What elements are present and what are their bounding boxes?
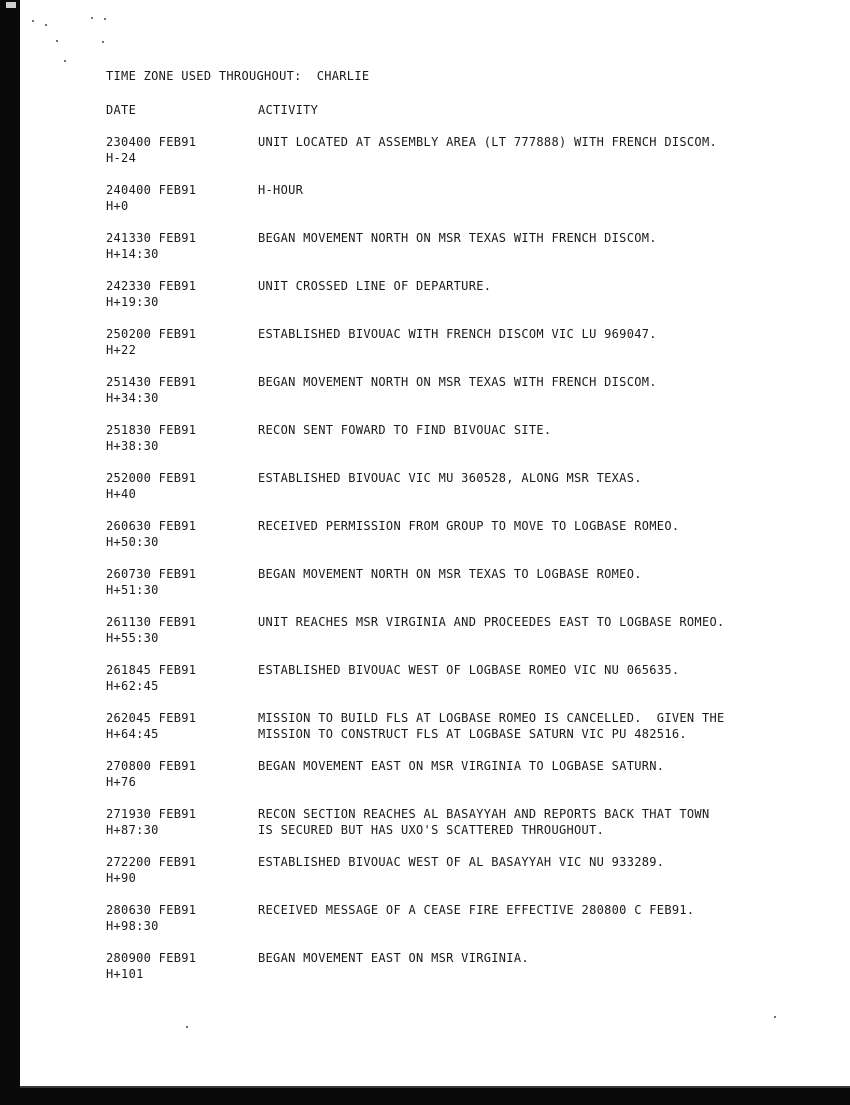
entry-activity-line: ESTABLISHED BIVOUAC WITH FRENCH DISCOM VIC LU 969047. (258, 327, 657, 341)
entry-activity-line: UNIT REACHES MSR VIRGINIA AND PROCEEDES EAST TO LOGBASE ROMEO. (258, 615, 725, 629)
scan-corner-mark (6, 2, 16, 8)
entry-activity-cell (258, 230, 806, 262)
entry-datetime: 261130 FEB91 (106, 615, 197, 629)
entry-h-hour-offset: H+76 (106, 775, 137, 789)
entry-activity-line: RECON SECTION REACHES AL BASAYYAH AND REPORTS BACK THAT TOWN (258, 807, 710, 821)
activity-log-document (106, 68, 806, 998)
column-header-row (106, 102, 806, 118)
entry-activity-line: MISSION TO BUILD FLS AT LOGBASE ROMEO IS CANCELLED. GIVEN THE (258, 711, 725, 725)
log-entry (106, 422, 806, 454)
entry-activity-cell (258, 566, 806, 598)
entry-date-cell (106, 182, 258, 214)
log-entry (106, 950, 806, 982)
entry-activity-line: UNIT CROSSED LINE OF DEPARTURE. (258, 279, 492, 293)
entry-activity-cell (258, 374, 806, 406)
entry-activity-line: MISSION TO CONSTRUCT FLS AT LOGBASE SATURN VIC PU 482516. (258, 727, 687, 741)
scan-speck (64, 60, 66, 62)
entry-datetime: 270800 FEB91 (106, 759, 197, 773)
entry-date-cell (106, 806, 258, 838)
log-entry (106, 134, 806, 166)
entry-activity-line: BEGAN MOVEMENT EAST ON MSR VIRGINIA TO LOGBASE SATURN. (258, 759, 665, 773)
log-entry (106, 758, 806, 790)
scan-speck (32, 20, 34, 22)
entry-h-hour-offset: H+34:30 (106, 391, 159, 405)
timezone-value: CHARLIE (316, 69, 370, 83)
entry-date-cell (106, 566, 258, 598)
log-entry (106, 566, 806, 598)
log-entry (106, 710, 806, 742)
scan-speck (104, 18, 106, 20)
entry-activity-line: BEGAN MOVEMENT NORTH ON MSR TEXAS WITH FRENCH DISCOM. (258, 231, 657, 245)
entry-date-cell (106, 278, 258, 310)
entry-datetime: 230400 FEB91 (106, 135, 197, 149)
entry-h-hour-offset: H+19:30 (106, 295, 159, 309)
entry-activity-line: IS SECURED BUT HAS UXO'S SCATTERED THROUGHOUT. (258, 823, 605, 837)
entry-h-hour-offset: H+55:30 (106, 631, 159, 645)
entry-datetime: 252000 FEB91 (106, 471, 197, 485)
entry-activity-line: ESTABLISHED BIVOUAC VIC MU 360528, ALONG MSR TEXAS. (258, 471, 642, 485)
entry-h-hour-offset: H+64:45 (106, 727, 159, 741)
entry-h-hour-offset: H+40 (106, 487, 137, 501)
entry-activity-cell (258, 134, 806, 166)
entry-activity-line: ESTABLISHED BIVOUAC WEST OF AL BASAYYAH VIC NU 933289. (258, 855, 665, 869)
entry-datetime: 251430 FEB91 (106, 375, 197, 389)
entry-date-cell (106, 614, 258, 646)
entry-date-cell (106, 854, 258, 886)
entry-activity-cell (258, 326, 806, 358)
scan-left-edge (0, 0, 20, 1105)
activity-column-header: ACTIVITY (258, 103, 319, 117)
entry-activity-line: ESTABLISHED BIVOUAC WEST OF LOGBASE ROMEO VIC NU 065635. (258, 663, 680, 677)
entry-activity-line: RECON SENT FOWARD TO FIND BIVOUAC SITE. (258, 423, 552, 437)
log-entry (106, 662, 806, 694)
entry-datetime: 271930 FEB91 (106, 807, 197, 821)
log-entry (106, 326, 806, 358)
scan-speck (56, 40, 58, 42)
log-entry (106, 902, 806, 934)
scan-speck (186, 1026, 188, 1028)
entry-activity-line: BEGAN MOVEMENT EAST ON MSR VIRGINIA. (258, 951, 529, 965)
entry-date-cell (106, 710, 258, 742)
scan-speck (45, 24, 47, 26)
entry-h-hour-offset: H+22 (106, 343, 137, 357)
entry-date-cell (106, 470, 258, 502)
entry-datetime: 241330 FEB91 (106, 231, 197, 245)
log-entry (106, 374, 806, 406)
entry-datetime: 260630 FEB91 (106, 519, 197, 533)
entry-date-cell (106, 230, 258, 262)
log-entry (106, 278, 806, 310)
entry-date-cell (106, 662, 258, 694)
entry-date-cell (106, 422, 258, 454)
entry-activity-line: UNIT LOCATED AT ASSEMBLY AREA (LT 777888) WITH FRENCH DISCOM. (258, 135, 718, 149)
entry-datetime: 242330 FEB91 (106, 279, 197, 293)
log-entry (106, 614, 806, 646)
entry-activity-line: H-HOUR (258, 183, 304, 197)
log-entry (106, 854, 806, 886)
entry-date-cell (106, 950, 258, 982)
entry-activity-cell (258, 854, 806, 886)
entry-datetime: 251830 FEB91 (106, 423, 197, 437)
entry-datetime: 260730 FEB91 (106, 567, 197, 581)
log-entry (106, 470, 806, 502)
entry-activity-cell (258, 758, 806, 790)
entry-activity-cell (258, 614, 806, 646)
entry-datetime: 280900 FEB91 (106, 951, 197, 965)
entry-activity-cell (258, 806, 806, 838)
entry-activity-cell (258, 278, 806, 310)
entry-datetime: 261845 FEB91 (106, 663, 197, 677)
entry-h-hour-offset: H+51:30 (106, 583, 159, 597)
entry-h-hour-offset: H+101 (106, 967, 144, 981)
entry-activity-cell (258, 950, 806, 982)
log-entry (106, 518, 806, 550)
entry-activity-cell (258, 902, 806, 934)
log-entry (106, 182, 806, 214)
entry-h-hour-offset: H+14:30 (106, 247, 159, 261)
entry-date-cell (106, 326, 258, 358)
entry-activity-cell (258, 422, 806, 454)
scan-speck (91, 17, 93, 19)
entry-h-hour-offset: H+0 (106, 199, 129, 213)
entry-datetime: 262045 FEB91 (106, 711, 197, 725)
entry-h-hour-offset: H+50:30 (106, 535, 159, 549)
timezone-line (106, 68, 806, 84)
entry-activity-cell (258, 182, 806, 214)
entry-h-hour-offset: H+87:30 (106, 823, 159, 837)
entry-activity-line: BEGAN MOVEMENT NORTH ON MSR TEXAS TO LOGBASE ROMEO. (258, 567, 642, 581)
log-entry (106, 806, 806, 838)
entry-activity-line: RECEIVED MESSAGE OF A CEASE FIRE EFFECTIVE 280800 C FEB91. (258, 903, 695, 917)
entry-activity-cell (258, 518, 806, 550)
timezone-label: TIME ZONE USED THROUGHOUT: (106, 69, 302, 83)
entry-datetime: 280630 FEB91 (106, 903, 197, 917)
date-column-header: DATE (106, 103, 137, 117)
entry-h-hour-offset: H+90 (106, 871, 137, 885)
entry-datetime: 240400 FEB91 (106, 183, 197, 197)
entry-h-hour-offset: H+98:30 (106, 919, 159, 933)
entry-date-cell (106, 134, 258, 166)
entry-activity-line: RECEIVED PERMISSION FROM GROUP TO MOVE TO LOGBASE ROMEO. (258, 519, 680, 533)
entry-h-hour-offset: H+62:45 (106, 679, 159, 693)
entry-activity-cell (258, 662, 806, 694)
entry-h-hour-offset: H+38:30 (106, 439, 159, 453)
scan-speck (774, 1016, 776, 1018)
entry-date-cell (106, 902, 258, 934)
entry-datetime: 272200 FEB91 (106, 855, 197, 869)
scan-speck (102, 41, 104, 43)
scan-bottom-edge (0, 1088, 850, 1105)
entry-h-hour-offset: H-24 (106, 151, 137, 165)
entry-activity-cell (258, 470, 806, 502)
activity-entries-list (106, 134, 806, 982)
entry-date-cell (106, 374, 258, 406)
entry-date-cell (106, 758, 258, 790)
entry-activity-line: BEGAN MOVEMENT NORTH ON MSR TEXAS WITH FRENCH DISCOM. (258, 375, 657, 389)
entry-datetime: 250200 FEB91 (106, 327, 197, 341)
entry-activity-cell (258, 710, 806, 742)
log-entry (106, 230, 806, 262)
entry-date-cell (106, 518, 258, 550)
